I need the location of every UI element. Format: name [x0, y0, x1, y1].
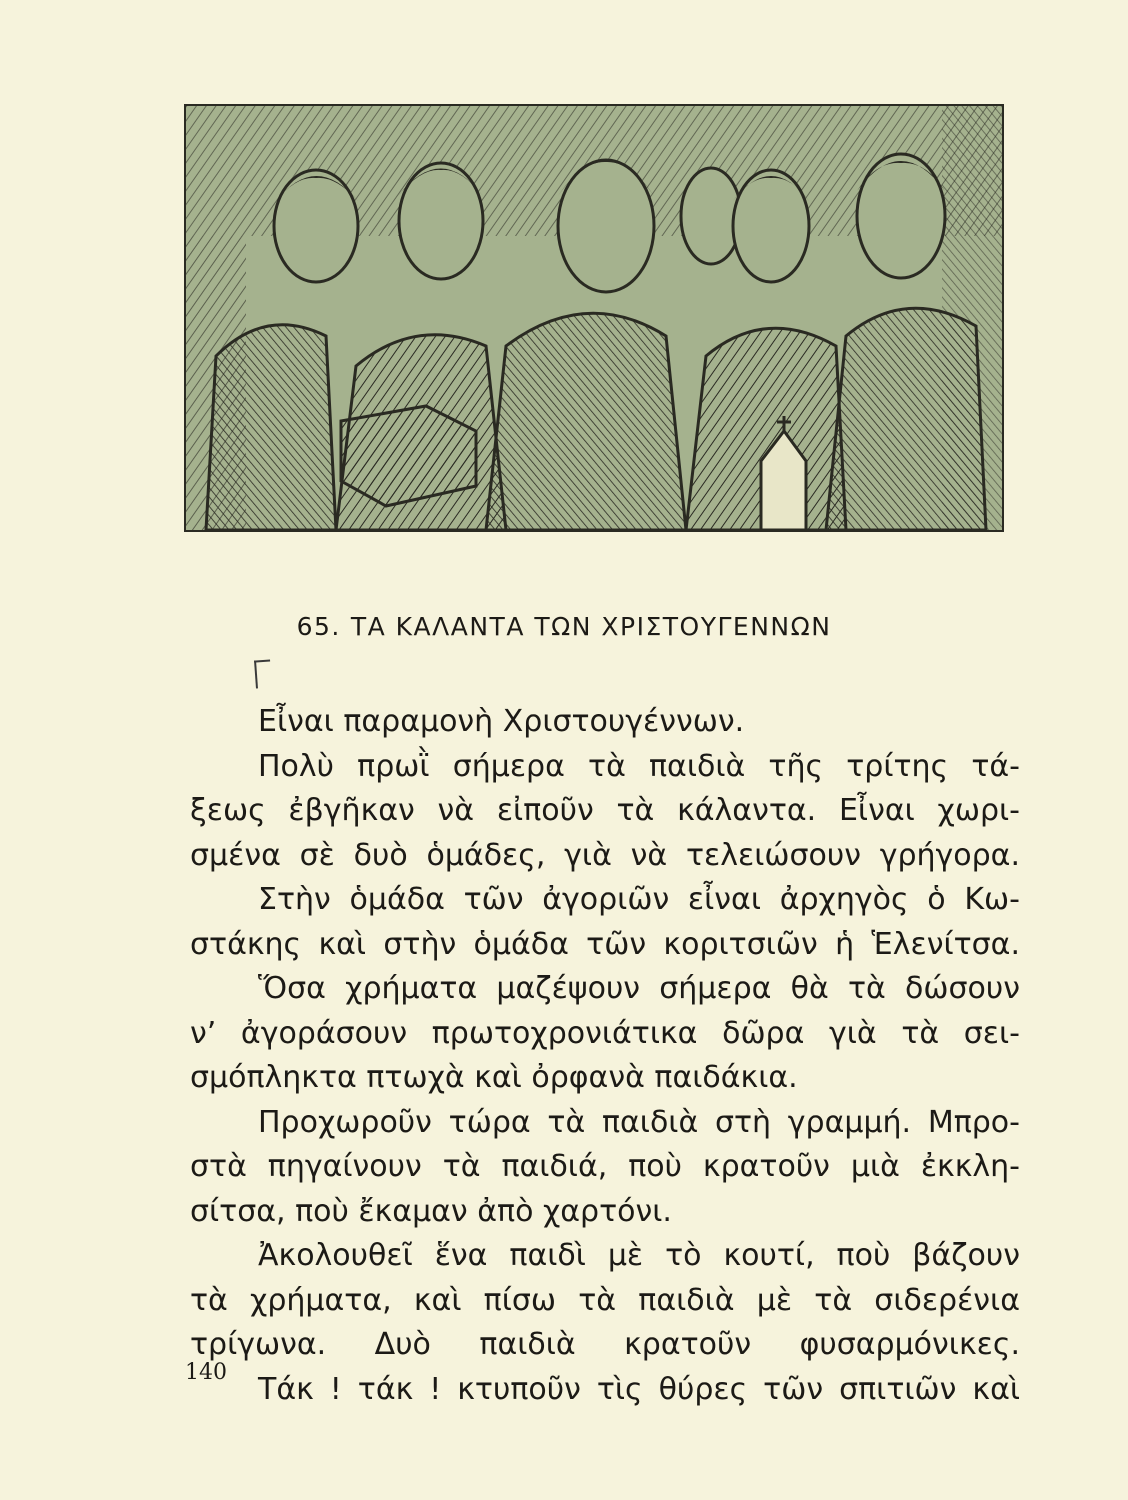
- text-line: Ἀκολουθεῖ ἕνα παιδὶ μὲ τὸ κουτί, ποὺ βάζουν: [258, 1238, 1020, 1273]
- text-line: τρίγωνα. Δυὸ παιδιὰ κρατοῦν φυσαρμόνικες.: [190, 1327, 1020, 1362]
- text-line: Πολὺ πρωῒ σήμερα τὰ παιδιὰ τῆς τρίτης τά-: [258, 748, 1020, 784]
- children-singing-carols-illustration-icon: [186, 106, 1002, 530]
- text-line: σμόπληκτα πτωχὰ καὶ ὀρφανὰ παιδάκια.: [190, 1060, 798, 1095]
- text-line: Ὅσα χρήματα μαζέψουν σήμερα θὰ τὰ δώσουν: [258, 971, 1020, 1006]
- text-line: Τάκ ! τάκ ! κτυποῦν τὶς θύρες τῶν σπιτιῶν καὶ: [258, 1371, 1020, 1407]
- text-line: στὰ πηγαίνουν τὰ παιδιά, ποὺ κρατοῦν μιὰ ἐκκλη-: [190, 1149, 1020, 1184]
- lesson-title-text: ΤΑ ΚΑΛΑΝΤΑ ΤΩΝ ΧΡΙΣΤΟΥΓΕΝΝΩΝ: [350, 612, 832, 641]
- text-line: Στὴν ὁμάδα τῶν ἀγοριῶν εἶναι ἀρχηγὸς ὁ Κω-: [258, 882, 1020, 917]
- text-line: σμένα σὲ δυὸ ὁμάδες, γιὰ νὰ τελειώσουν γρήγορα.: [190, 837, 1020, 873]
- carol-singers-illustration: [184, 104, 1004, 532]
- text-line: ν’ ἀγοράσουν πρωτοχρονιάτικα δῶρα γιὰ τὰ σει-: [190, 1015, 1020, 1051]
- text-line: Προχωροῦν τώρα τὰ παιδιὰ στὴ γραμμή. Μπρο-: [258, 1104, 1020, 1140]
- page-number: 140: [185, 1360, 227, 1385]
- text-line: ξεως ἐβγῆκαν νὰ εἰποῦν τὰ κάλαντα. Εἶναι χωρι-: [190, 793, 1020, 828]
- text-line: στάκης καὶ στὴν ὁμάδα τῶν κοριτσιῶν ἡ Ἑλενίτσα.: [190, 926, 1020, 962]
- lesson-body: [190, 700, 1020, 1412]
- text-line: Εἶναι παραμονὴ Χριστουγέννων.: [258, 704, 745, 739]
- text-line: τὰ χρήματα, καὶ πίσω τὰ παιδιὰ μὲ τὰ σιδερένια: [190, 1282, 1020, 1318]
- lesson-title: [0, 612, 1128, 641]
- lesson-number: 65.: [296, 612, 341, 641]
- pencil-mark: [254, 659, 272, 688]
- text-line: σίτσα, ποὺ ἔκαμαν ἀπὸ χαρτόνι.: [190, 1193, 672, 1229]
